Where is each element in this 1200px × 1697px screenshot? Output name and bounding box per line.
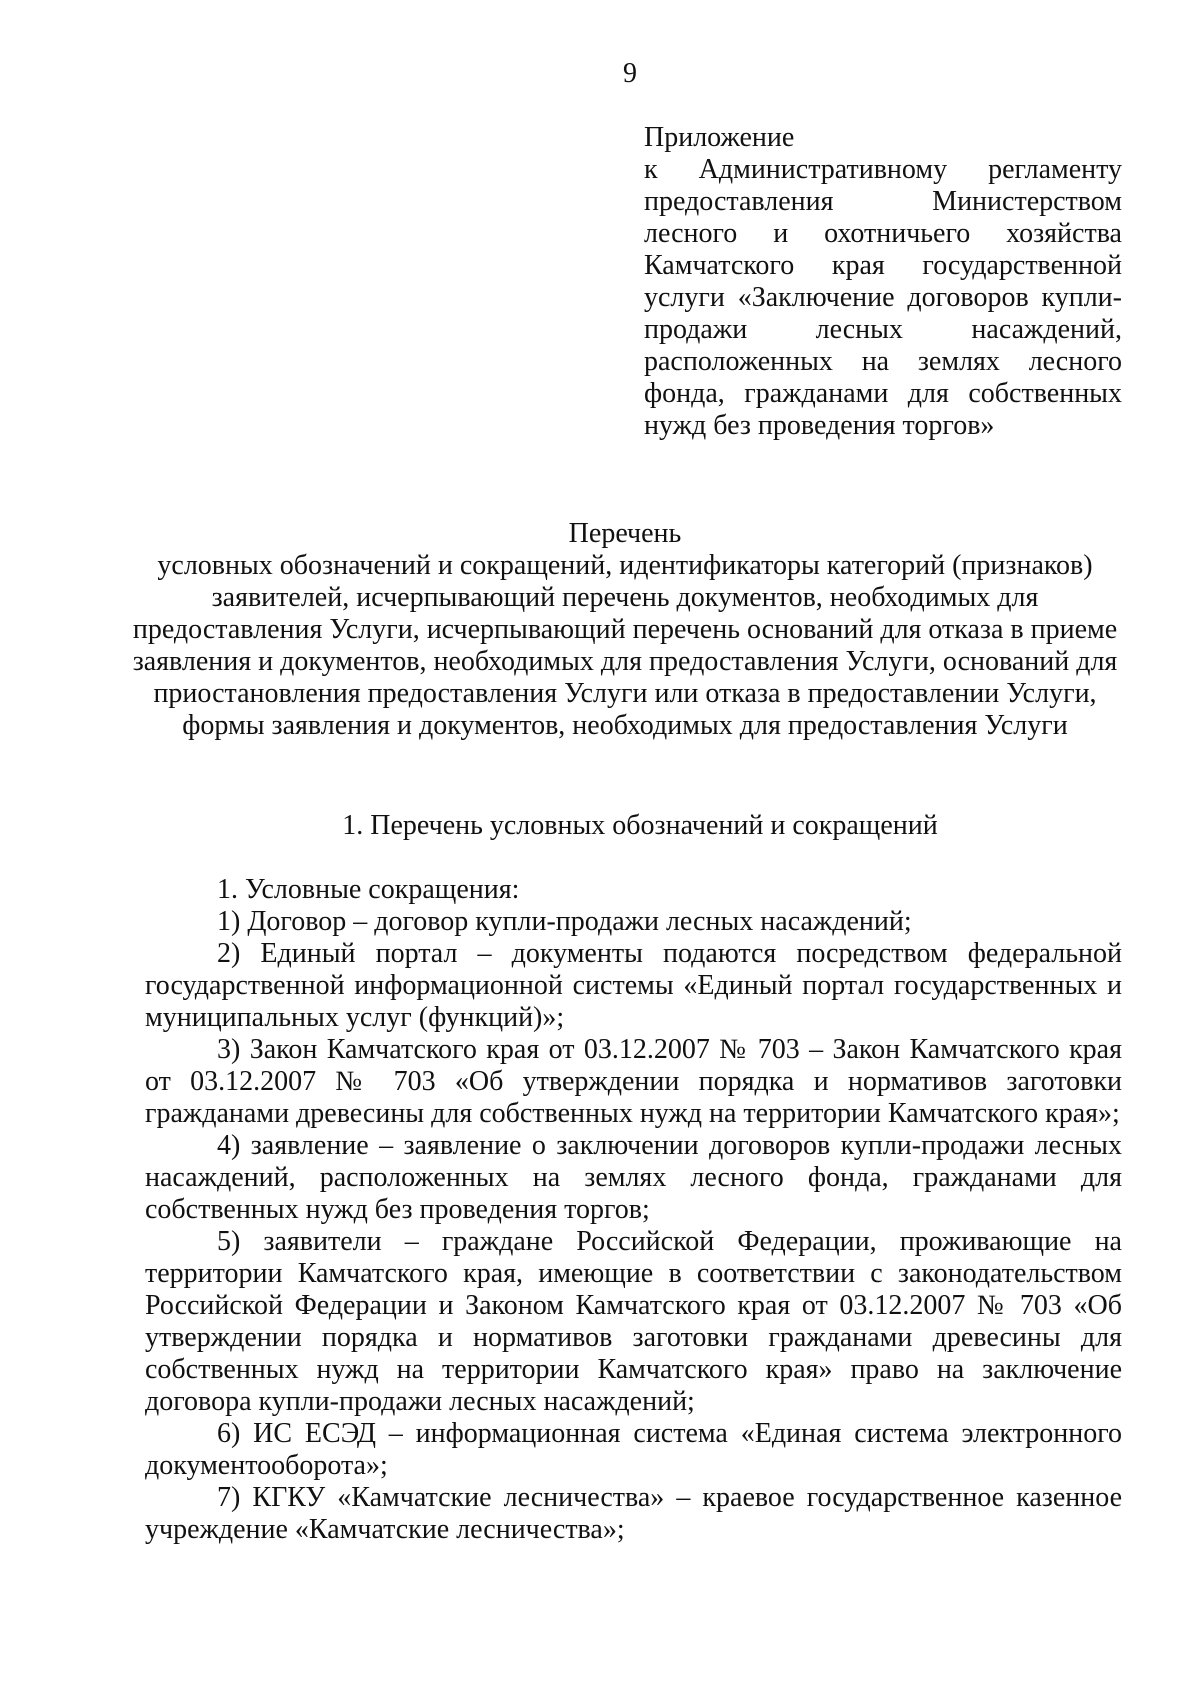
- paragraph-abbreviations-intro: 1. Условные сокращения:: [217, 874, 520, 905]
- paragraph-item-6: 6) ИС ЕСЭД – информационная система «Единая система электронного документооборота»;: [145, 1418, 1122, 1481]
- document-heading: [120, 518, 1130, 742]
- paragraph-item-5: 5) заявители – граждане Российской Федерации, проживающие на территории Камчатского края, имеющие в соответствии с законодательством Российской Федерации и Законом Камчатского края от 03.12.2007 № 703 «Об утверждении порядка и нормативов заготовки гражданами древесины для собственных нужд на территории Камчатского края» право на заключение договора купли-продажи лесных насаждений;: [145, 1226, 1122, 1417]
- paragraph-item-3: 3) Закон Камчатского края от 03.12.2007 № 703 – Закон Камчатского края от 03.12.2007 № 703 «Об утверждении порядка и нормативов заготовки гражданами древесины для собственных нужд на территории Камчатского края»;: [145, 1034, 1122, 1129]
- section-title: 1. Перечень условных обозначений и сокращений: [342, 810, 938, 841]
- paragraph-item-7: 7) КГКУ «Камчатские лесничества» – краевое государственное казенное учреждение «Камчатские лесничества»;: [145, 1482, 1122, 1545]
- document-body: [145, 874, 1122, 1546]
- paragraph-item-4: 4) заявление – заявление о заключении договоров купли-продажи лесных насаждений, расположенных на землях лесного фонда, гражданами для собственных нужд без проведения торгов;: [145, 1130, 1122, 1225]
- heading-title: Перечень: [568, 518, 682, 549]
- page-number: 9: [623, 58, 637, 89]
- paragraph-item-2: 2) Единый портал – документы подаются посредством федеральной государственной информационной системы «Единый портал государственных и муниципальных услуг (функций)»;: [145, 938, 1122, 1033]
- annex-text: к Административному регламенту предоставления Министерством лесного и охотничьего хозяйства Камчатского края государственной услуги «Заключение договоров купли-продажи лесных насаждений, расположенных на землях лесного фонда, гражданами для собственных нужд без проведения торгов»: [644, 154, 1122, 441]
- annex-title: Приложение: [644, 122, 795, 153]
- annex-block: [644, 122, 1122, 442]
- paragraph-item-1: 1) Договор – договор купли-продажи лесных насаждений;: [217, 906, 912, 937]
- heading-subtitle: условных обозначений и сокращений, идентификаторы категорий (признаков) заявителей, исчерпывающий перечень документов, необходимых для предоставления Услуги, исчерпывающий перечень оснований для отказа в приеме заявления и документов, необходимых для предоставления Услуги, оснований для приостановления предоставления Услуги или отказа в предоставлении Услуги, формы заявления и документов, необходимых для предоставления Услуги: [132, 550, 1118, 741]
